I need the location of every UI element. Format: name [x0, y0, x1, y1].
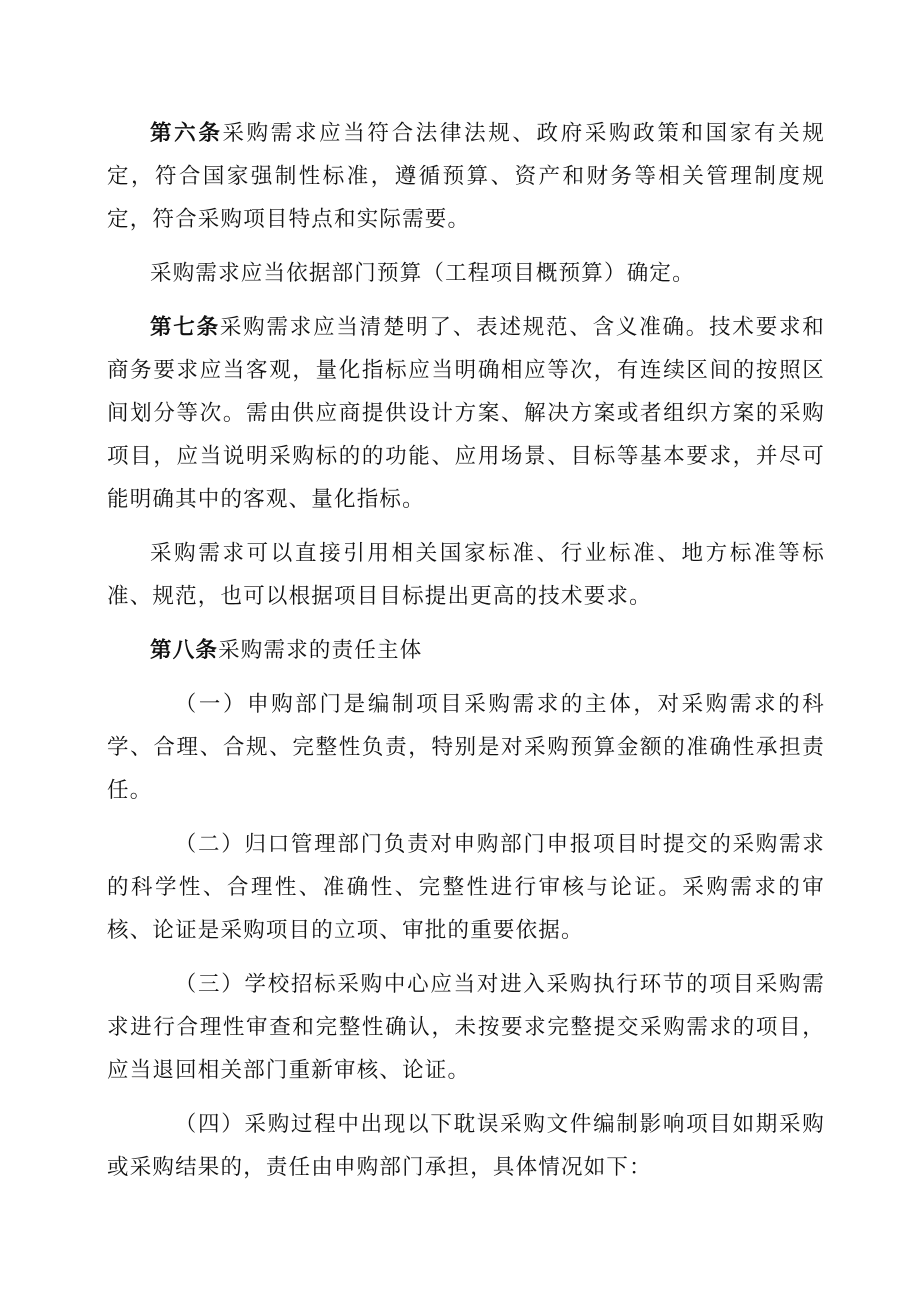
article-6-budget-text: 采购需求应当依据部门预算（工程项目概预算）确定。 [150, 261, 695, 286]
article-8-item-1-text: （一）申购部门是编制项目采购需求的主体，对采购需求的科学、合理、合规、完整性负责，特别是对采购预算金额的准确性承担责任。 [107, 692, 825, 803]
article-8-item-2-text: （二）归口管理部门负责对申购部门申报项目时提交的采购需求的科学性、合理性、准确性、完整性进行审核与论证。采购需求的审核、论证是采购项目的立项、审批的重要依据。 [107, 832, 825, 943]
article-8-paragraph [107, 629, 825, 672]
article-8-item-4 [107, 1103, 825, 1189]
article-8-item-1 [107, 683, 825, 812]
article-8-heading: 第八条 [150, 638, 219, 663]
article-7-standards-paragraph [107, 532, 825, 618]
article-6-text: 采购需求应当符合法律法规、政府采购政策和国家有关规定，符合国家强制性标准，遵循预算、资产和财务等相关管理制度规定，符合采购项目特点和实际需要。 [107, 121, 825, 232]
article-8-item-3-text: （三）学校招标采购中心应当对进入采购执行环节的项目采购需求进行合理性审查和完整性确认，未按要求完整提交采购需求的项目，应当退回相关部门重新审核、论证。 [107, 972, 825, 1083]
article-7-paragraph [107, 306, 825, 521]
article-6-heading: 第六条 [150, 121, 223, 146]
article-8-item-2 [107, 823, 825, 952]
article-7-heading: 第七条 [150, 315, 220, 340]
article-7-standards-text: 采购需求可以直接引用相关国家标准、行业标准、地方标准等标准、规范，也可以根据项目目标提出更高的技术要求。 [107, 541, 825, 609]
article-8-item-4-text: （四）采购过程中出现以下耽误采购文件编制影响项目如期采购或采购结果的，责任由申购部门承担，具体情况如下： [107, 1112, 825, 1180]
article-7-text: 采购需求应当清楚明了、表述规范、含义准确。技术要求和商务要求应当客观，量化指标应当明确相应等次，有连续区间的按照区间划分等次。需由供应商提供设计方案、解决方案或者组织方案的采购项目，应当说明采购标的的功能、应用场景、目标等基本要求，并尽可能明确其中的客观、量化指标。 [107, 315, 825, 512]
article-8-item-3 [107, 963, 825, 1092]
article-6-budget-paragraph [107, 252, 825, 295]
article-8-text: 采购需求的责任主体 [218, 638, 423, 663]
document-page [107, 112, 825, 1200]
article-6-paragraph [107, 112, 825, 241]
